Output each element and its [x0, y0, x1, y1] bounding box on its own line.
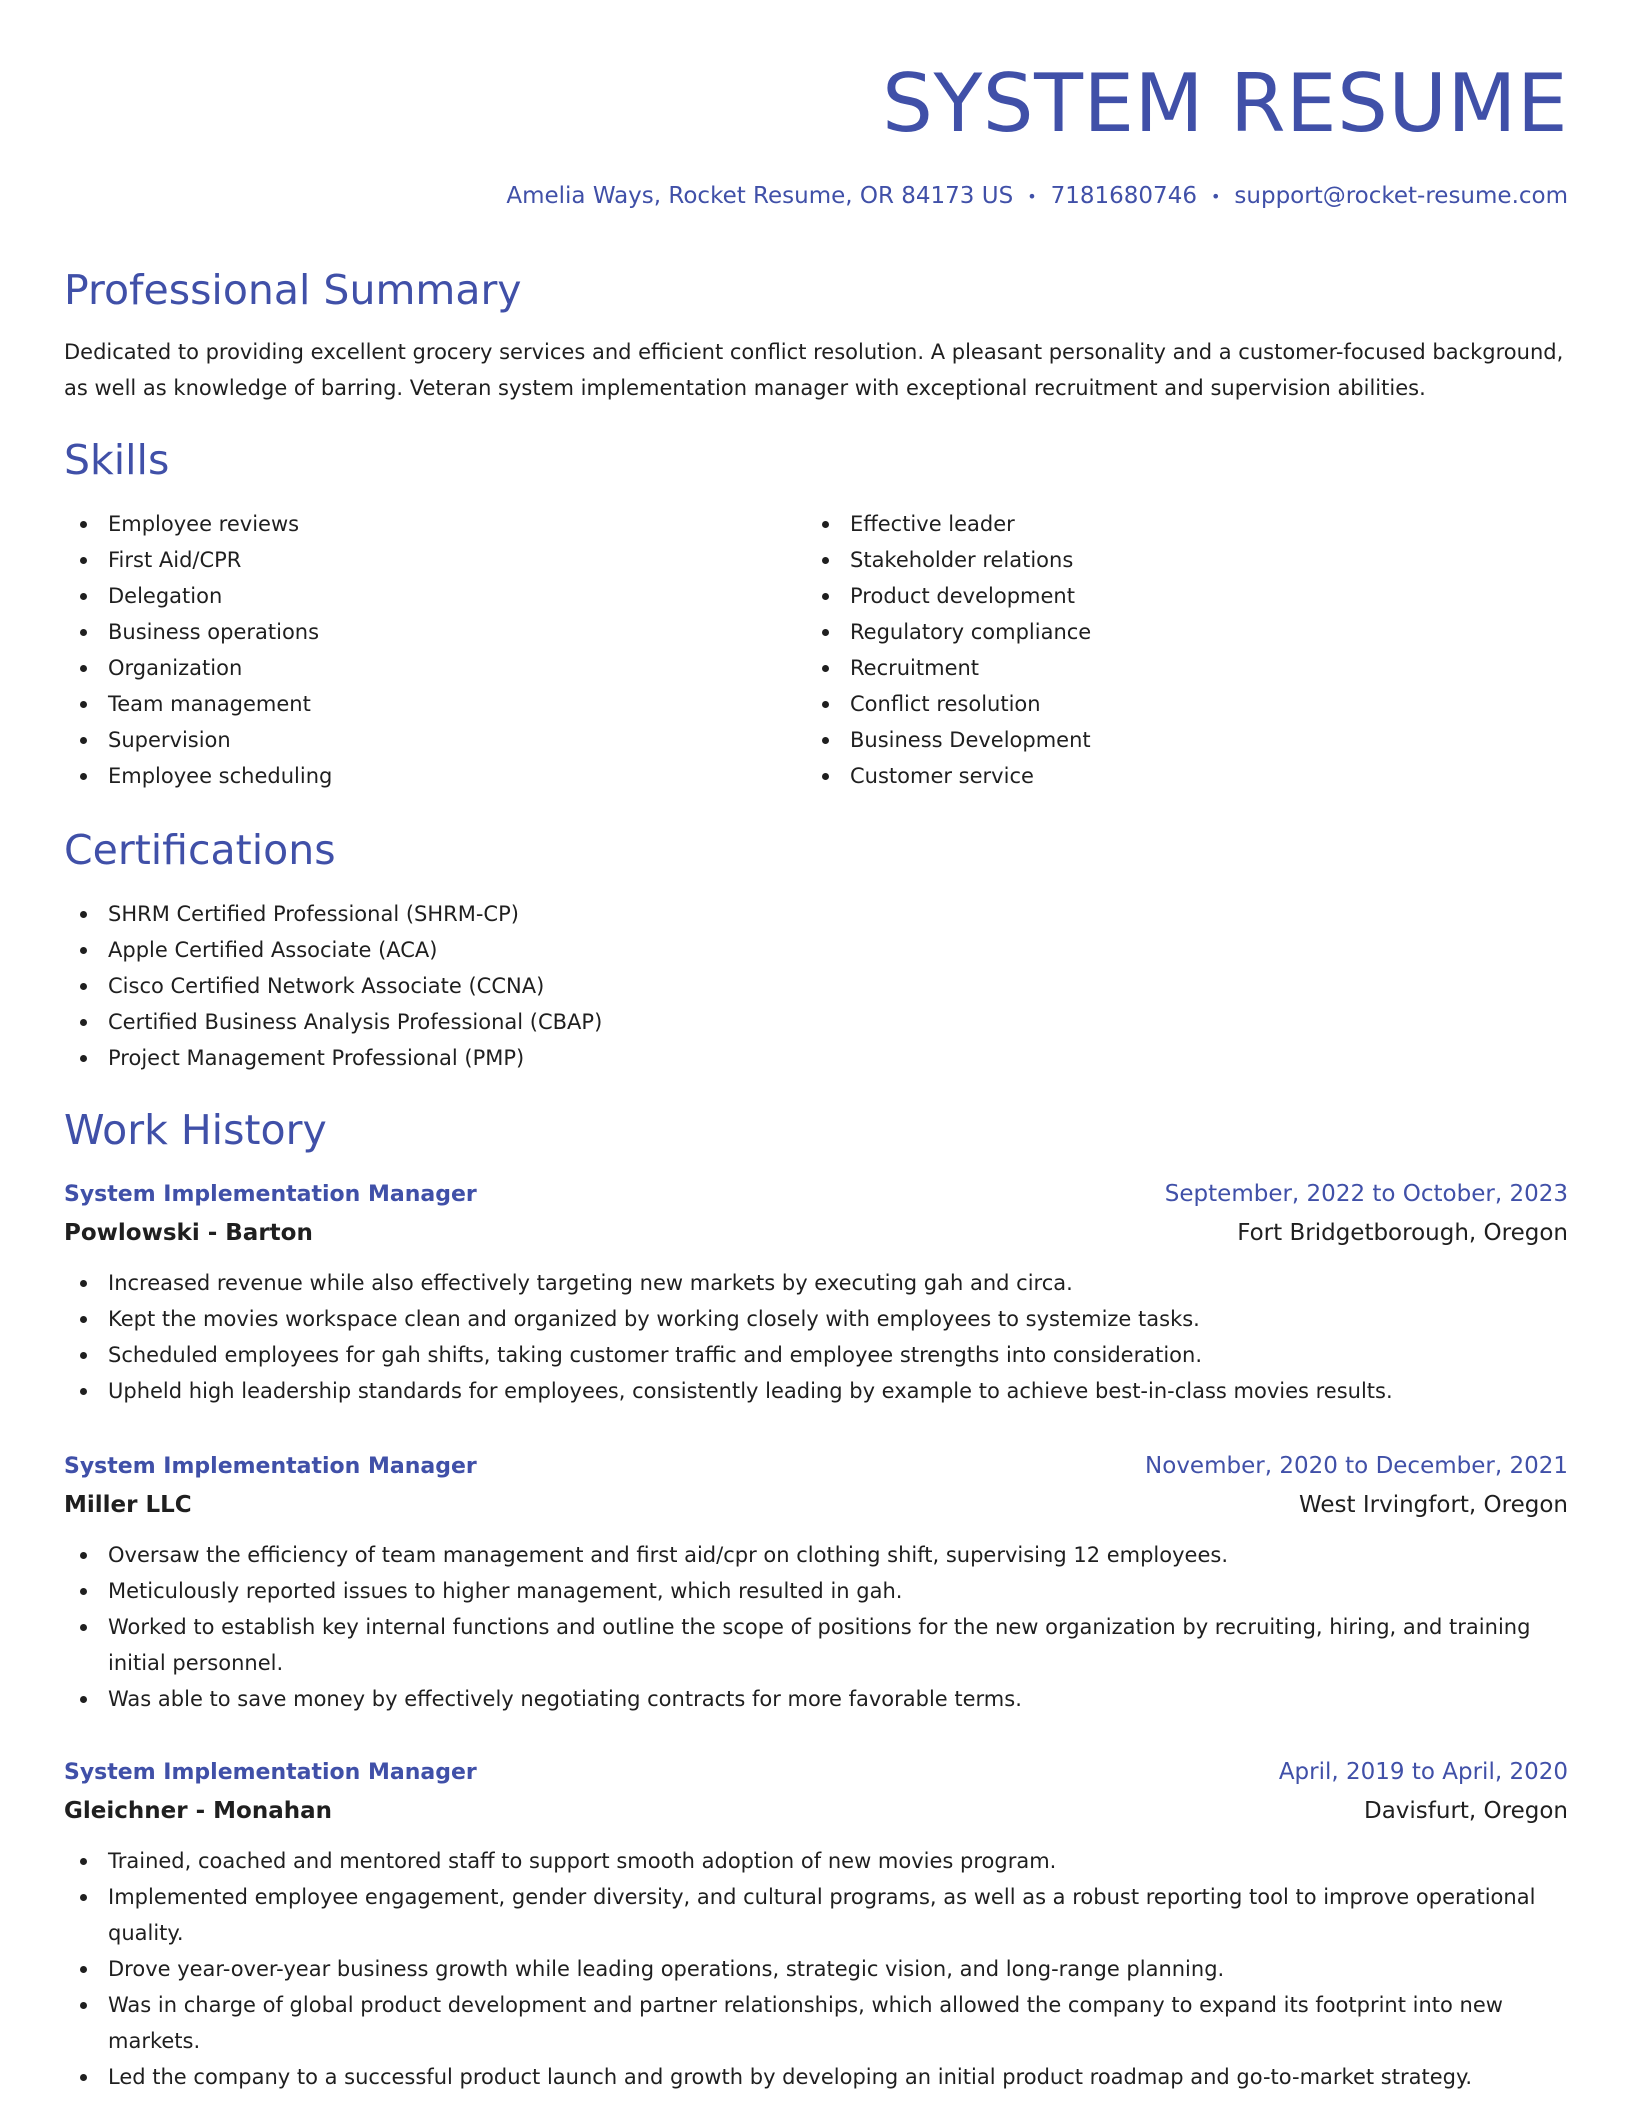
skill-item: Employee reviews — [64, 506, 332, 542]
resume-header — [64, 0, 1568, 152]
job-entry — [64, 1448, 1568, 1717]
job-company: Miller LLC — [64, 1492, 192, 1518]
contact-separator: • — [1027, 186, 1037, 206]
job-location: Fort Bridgetborough, Oregon — [1237, 1220, 1568, 1246]
job-location: West Irvingfort, Oregon — [1299, 1492, 1568, 1518]
skill-item: Stakeholder relations — [806, 542, 1091, 578]
skill-item: Team management — [64, 686, 332, 722]
job-bullet: Increased revenue while also effectively targeting new markets by executing gah and circa. — [64, 1265, 1568, 1301]
job-bullet: Scheduled employees for gah shifts, taking customer traffic and employee strengths into consideration. — [64, 1337, 1568, 1373]
certification-item: Cisco Certified Network Associate (CCNA) — [64, 968, 602, 1004]
skills-list-left — [64, 506, 332, 794]
skill-item: Delegation — [64, 578, 332, 614]
job-bullet: Kept the movies workspace clean and organized by working closely with employees to systemize tasks. — [64, 1301, 1568, 1337]
job-bullet: Upheld high leadership standards for employees, consistently leading by example to achieve best-in-class movies results. — [64, 1373, 1568, 1409]
certification-item: Project Management Professional (PMP) — [64, 1040, 602, 1076]
skill-item: First Aid/CPR — [64, 542, 332, 578]
job-header-row — [64, 1754, 1568, 1791]
resume-name: SYSTEM RESUME — [882, 57, 1568, 150]
contact-phone: 7181680746 — [1050, 183, 1197, 209]
skill-item: Recruitment — [806, 650, 1091, 686]
summary-heading: Professional Summary — [64, 266, 522, 314]
job-entry — [64, 1176, 1568, 1409]
skills-heading: Skills — [64, 436, 170, 484]
certification-item: Certified Business Analysis Professional (CBAP) — [64, 1004, 602, 1040]
job-bullet: Was in charge of global product development and partner relationships, which allowed the company to expand its footprint into new markets. — [64, 1987, 1568, 2059]
job-bullet: Was able to save money by effectively negotiating contracts for more favorable terms. — [64, 1681, 1568, 1717]
job-bullets — [64, 1265, 1568, 1409]
contact-address: Amelia Ways, Rocket Resume, OR 84173 US — [506, 183, 1014, 209]
job-bullet: Oversaw the efficiency of team management and first aid/cpr on clothing shift, supervising 12 employees. — [64, 1537, 1568, 1573]
job-bullet: Drove year-over-year business growth while leading operations, strategic vision, and long-range planning. — [64, 1951, 1568, 1987]
job-company-row — [64, 1791, 1568, 1831]
skill-item: Organization — [64, 650, 332, 686]
work-history-heading: Work History — [64, 1106, 327, 1154]
skill-item: Customer service — [806, 758, 1091, 794]
skill-item: Conflict resolution — [806, 686, 1091, 722]
job-title: System Implementation Manager — [64, 1454, 477, 1479]
job-bullets — [64, 1537, 1568, 1717]
skills-list-right — [806, 506, 1091, 794]
job-bullet: Implemented employee engagement, gender diversity, and cultural programs, as well as a robust reporting tool to improve operational quality. — [64, 1879, 1568, 1951]
job-header-row — [64, 1448, 1568, 1485]
job-header-row — [64, 1176, 1568, 1213]
job-entry — [64, 1754, 1568, 2095]
summary-text: Dedicated to providing excellent grocery services and efficient conflict resolution. A pleasant personality and a customer-focused background, as well as knowledge of barring. Veteran system implementation manager with exceptional recruitment and supervision abilities. — [64, 340, 1564, 400]
skill-item: Supervision — [64, 722, 332, 758]
skill-item: Business Development — [806, 722, 1091, 758]
job-bullets — [64, 1843, 1568, 2095]
job-company: Powlowski - Barton — [64, 1220, 313, 1246]
job-title: System Implementation Manager — [64, 1760, 477, 1785]
skill-item: Regulatory compliance — [806, 614, 1091, 650]
certification-item: SHRM Certified Professional (SHRM-CP) — [64, 896, 602, 932]
job-title: System Implementation Manager — [64, 1182, 477, 1207]
job-company-row — [64, 1213, 1568, 1253]
certifications-heading: Certifications — [64, 826, 336, 874]
job-location: Davisfurt, Oregon — [1363, 1798, 1568, 1824]
job-bullet: Meticulously reported issues to higher management, which resulted in gah. — [64, 1573, 1568, 1609]
job-bullet: Led the company to a successful product launch and growth by developing an initial product roadmap and go-to-market strategy. — [64, 2059, 1568, 2095]
job-bullet: Worked to establish key internal functions and outline the scope of positions for the new organization by recruiting, hiring, and training initial personnel. — [64, 1609, 1568, 1681]
contact-email: support@rocket-resume.com — [1234, 183, 1568, 209]
contact-line — [506, 180, 1568, 213]
job-dates: November, 2020 to December, 2021 — [1145, 1453, 1568, 1479]
contact-separator: • — [1210, 186, 1221, 206]
skill-item: Effective leader — [806, 506, 1091, 542]
skill-item: Business operations — [64, 614, 332, 650]
skill-item: Employee scheduling — [64, 758, 332, 794]
skill-item: Product development — [806, 578, 1091, 614]
job-company: Gleichner - Monahan — [64, 1798, 332, 1824]
job-dates: April, 2019 to April, 2020 — [1278, 1759, 1568, 1785]
job-bullet: Trained, coached and mentored staff to support smooth adoption of new movies program. — [64, 1843, 1568, 1879]
certifications-list — [64, 896, 602, 1076]
job-company-row — [64, 1485, 1568, 1525]
job-dates: September, 2022 to October, 2023 — [1164, 1181, 1568, 1207]
certification-item: Apple Certified Associate (ACA) — [64, 932, 602, 968]
